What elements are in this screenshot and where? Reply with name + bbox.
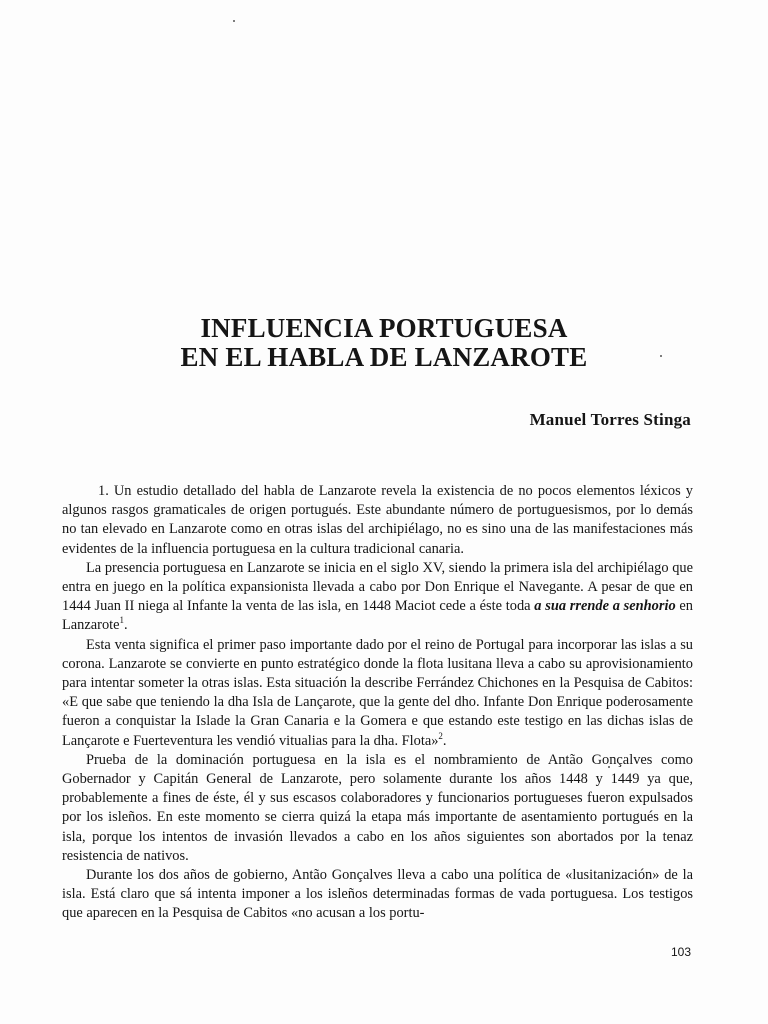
title-line-2: EN EL HABLA DE LANZAROTE <box>180 342 588 372</box>
paragraph-2-text-c: . <box>124 617 128 634</box>
paragraph-2-text-b: en Lanzarote <box>62 598 693 634</box>
italic-phrase: a sua rrende a senhorio <box>534 598 676 615</box>
article-body <box>62 482 693 924</box>
paragraph-5: Durante los dos años de gobierno, Antão Gonçalves lleva a cabo una política de «lusitanización» de la isla. Está claro que sá intenta imponer a los isleños determinadas formas de vada portuguesa. Los testigos que aparecen en la Pesquisa de Cabitos «no acusan a los portu- <box>62 867 693 922</box>
title-line-1: INFLUENCIA PORTUGUESA <box>200 313 568 343</box>
article-title <box>0 314 768 372</box>
paragraph-3 <box>62 636 693 751</box>
footnote-ref-1: 1 <box>119 615 125 626</box>
speck-top <box>233 20 235 22</box>
paragraph-3-text-b: . <box>442 732 447 749</box>
page-number: 103 <box>670 945 691 959</box>
paragraph-1: 1. Un estudio detallado del habla de Lanzarote revela la existencia de no pocos elementos léxicos y algunos rasgos gramaticales de origen portugués. Este abundante número de portuguesismos, por lo demás no tan elevado en Lanzarote como en otras islas del archipiélago, no es sino una de las manifestaciones más evidentes de la influencia portuguesa en la cultura tradicional canaria. <box>62 483 693 557</box>
paragraph-2 <box>62 559 693 636</box>
footnote-ref-2: 2 <box>438 730 443 741</box>
paragraph-2-text-a: La presencia portuguesa en Lanzarote se inicia en el siglo XV, siendo la primera isla del archipiélago que entra en juego en la política expansionista llevada a cabo por Don Enrique el Navegante. A pesar de que en 1444 Juan II niega al Infante la venta de las isla, en 1448 Maciot cede a éste toda <box>62 559 693 615</box>
paragraph-4: Prueba de la dominación portuguesa en la isla es el nombramiento de Antão Gonçalves como Gobernador y Capitán General de Lanzarote, pero solamente durante los años 1448 y 1449 ya que, probablemente a fines de éste, él y sus escasos colaboradores y funcionarios portugueses fueron expulsados por los isleños. En este momento se cierra quizá la etapa más importante de asentamiento portugués en la isla, porque los intentos de invasión llevados a cabo en los años siguientes son abortados por la tenaz resistencia de nativos. <box>62 751 693 864</box>
author-name: Manuel Torres Stinga <box>529 410 691 429</box>
paragraph-3-text-a: Esta venta significa el primer paso importante dado por el reino de Portugal para incorporar las islas a su corona. Lanzarote se convierte en punto estratégico donde la flota lusitana lleva a cabo su aprovisionamiento para intentar someter la otras islas. Esta situación la describe Ferrández Chichones en la Pesquisa de Cabitos: «E que sabe que teniendo la dha Isla de Lançarote, que la gente del dho. Infante Don Enrique poderosamente fueron a conquistar la Islade la Gran Canaria e la Gomera e que estando este testigo en las dichas islas de Lançarote e Fuerteventura les vendió vitualias para la dha. Flota» <box>62 636 693 749</box>
